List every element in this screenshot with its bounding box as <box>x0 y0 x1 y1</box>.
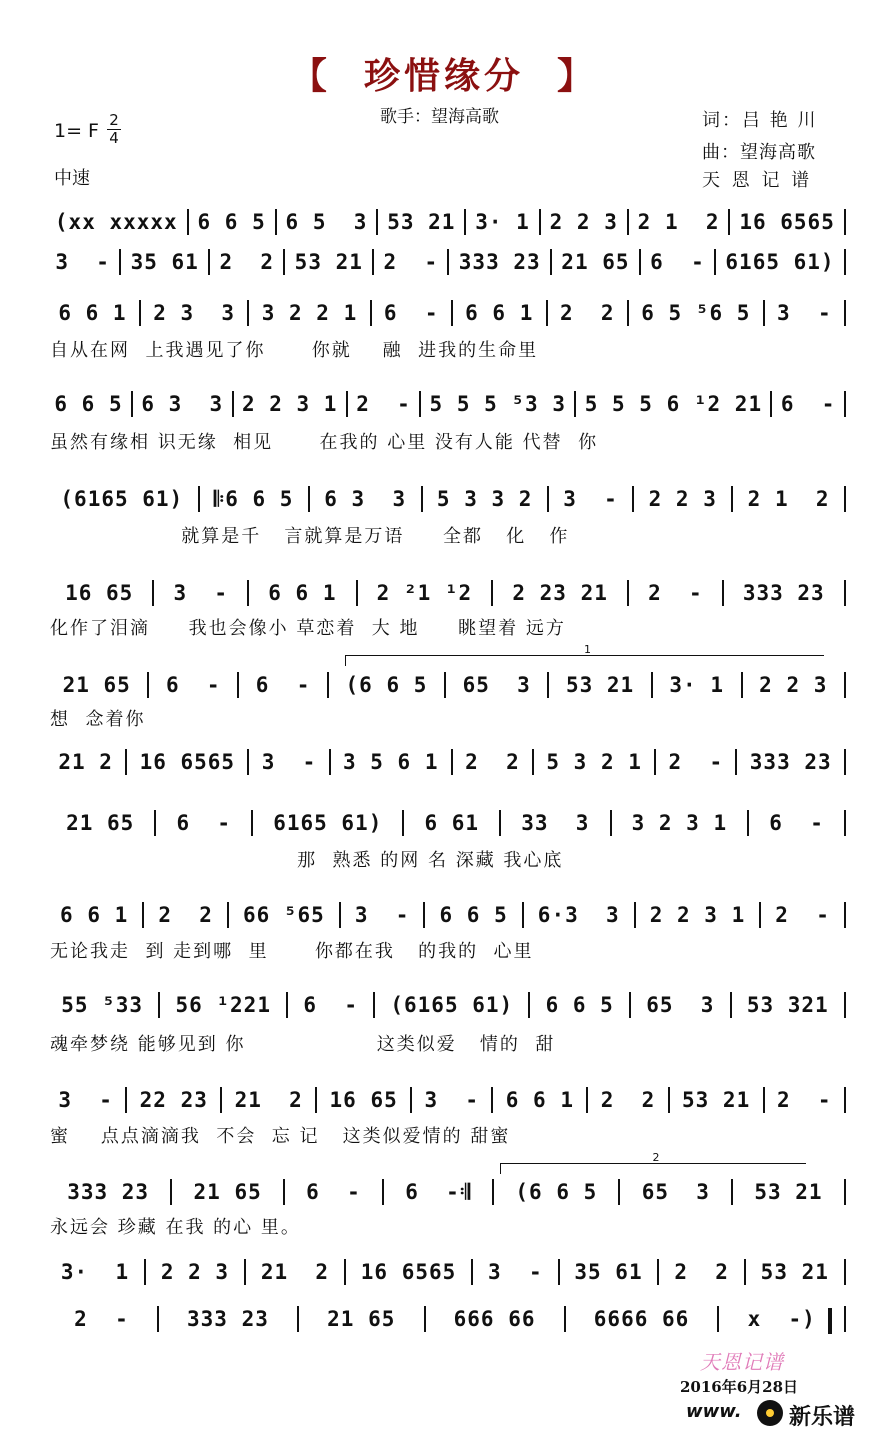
measure: 6 - <box>176 811 232 835</box>
measure: 3 - <box>354 903 410 927</box>
bar-line <box>131 391 133 417</box>
bar-line <box>844 902 846 928</box>
bar-line <box>844 1306 846 1332</box>
bar-line <box>728 209 730 235</box>
lyric-line: 就算是千 言就算是万语 全都 化 作 <box>50 526 570 547</box>
measure: 2 2 3 1 <box>241 392 338 416</box>
song-title: 【 珍惜缘分 】 <box>290 56 598 97</box>
bar-line <box>373 992 375 1018</box>
bar-line <box>844 300 846 326</box>
measure: 65 3 <box>462 673 531 697</box>
lyric-line: 虽然有缘相 识无缘 相见 在我的 心里 没有人能 代替 你 <box>50 432 599 453</box>
measure: 𝄆6 6 5 <box>214 486 294 511</box>
measure: 2 1 2 <box>637 210 720 234</box>
measure: 6 6 5 <box>197 210 266 234</box>
measure: (6165 61) <box>60 487 184 511</box>
bar-line <box>244 1259 246 1285</box>
bar-line <box>844 992 846 1018</box>
bar-line <box>763 300 765 326</box>
measure: 6 6 1 <box>58 301 127 325</box>
measure: 6 5 ⁵6 5 <box>641 301 751 325</box>
bar-line <box>522 902 524 928</box>
measure: 333 23 <box>67 1180 150 1204</box>
bar-line <box>232 391 234 417</box>
bar-line <box>139 300 141 326</box>
measure: 333 23 <box>458 250 541 274</box>
measure: 35 61 <box>574 1260 643 1284</box>
measure: 21 65 <box>561 250 630 274</box>
measure: 6 -𝄇 <box>405 1179 471 1204</box>
measure: 3 2 3 1 <box>631 811 728 835</box>
bar-line <box>419 391 421 417</box>
notation-line <box>46 1083 846 1117</box>
notation-line <box>46 1302 846 1336</box>
bar-line <box>421 486 423 512</box>
volta-bracket <box>500 1163 806 1174</box>
measure: 3· 1 <box>669 673 724 697</box>
bar-line <box>370 300 372 326</box>
lyric-line: 无论我走 到 走到哪 里 你都在我 的我的 心里 <box>50 941 534 962</box>
measure: 16 6565 <box>739 210 835 234</box>
bar-line <box>356 580 358 606</box>
bar-line <box>247 580 249 606</box>
measure: 22 23 <box>139 1088 208 1112</box>
measure: 16 6565 <box>360 1260 457 1284</box>
composer-credit: 曲：望海高歌 <box>702 142 816 163</box>
bar-line <box>735 749 737 775</box>
bar-line <box>574 391 576 417</box>
measure: 2 - <box>775 903 830 927</box>
bar-line <box>297 1306 299 1332</box>
bar-line <box>125 1087 127 1113</box>
bar-line <box>283 249 285 275</box>
singer-credit: 歌手：望海高歌 <box>380 107 499 127</box>
bar-line <box>464 209 466 235</box>
measure: 6 6 5 <box>54 392 123 416</box>
measure: 53 21 <box>682 1088 751 1112</box>
measure: 21 2 <box>234 1088 303 1112</box>
bar-line <box>447 249 449 275</box>
bar-line <box>627 300 629 326</box>
notation-line <box>46 387 846 421</box>
measure: 16 65 <box>65 581 134 605</box>
bar-line <box>372 249 374 275</box>
measure: 3 2 2 1 <box>261 301 358 325</box>
measure: 21 2 <box>260 1260 330 1284</box>
measure: 3 - <box>424 1088 480 1112</box>
measure: 3 - <box>563 487 618 511</box>
bar-line <box>844 1259 846 1285</box>
measure: 5 3 3 2 <box>436 487 533 511</box>
measure: 3· 1 <box>475 210 530 234</box>
bar-line <box>629 992 631 1018</box>
measure: 53 321 <box>746 993 829 1017</box>
measure: 21 65 <box>193 1180 262 1204</box>
measure: 2 - <box>668 750 724 774</box>
bar-line <box>717 1306 719 1332</box>
measure: 2 2 <box>465 750 520 774</box>
lyric-line: 永远会 珍藏 在我 的心 里。 <box>50 1217 301 1238</box>
volta-number: 1 <box>584 643 591 656</box>
bar-line <box>741 672 743 698</box>
bar-line <box>147 672 149 698</box>
measure: x -) <box>747 1307 816 1331</box>
measure: 66 ⁵65 <box>242 903 325 927</box>
measure: 6 6 5 <box>439 903 508 927</box>
bar-line <box>344 1259 346 1285</box>
bar-line <box>237 672 239 698</box>
bar-line <box>564 1306 566 1332</box>
measure: 21 65 <box>66 811 135 835</box>
measure: 2 - <box>74 1307 129 1331</box>
measure: 56 ¹221 <box>175 993 271 1017</box>
measure: 2 - <box>356 392 411 416</box>
measure: 21 2 <box>58 750 113 774</box>
measure: 6 - <box>780 392 836 416</box>
measure: 53 21 <box>294 250 363 274</box>
bar-line <box>187 209 189 235</box>
brand-name: 新乐谱 <box>789 1405 856 1430</box>
measure: 3 5 6 1 <box>342 750 439 774</box>
lyric-line: 蜜 点点滴滴我 不会 忘 记 这类似爱情的 甜蜜 <box>50 1126 511 1147</box>
bar-line <box>329 749 331 775</box>
bar-line <box>759 902 761 928</box>
measure: 65 3 <box>646 993 715 1017</box>
notation-line <box>46 668 846 702</box>
notation-line <box>46 988 846 1022</box>
measure: 3 - <box>173 581 229 605</box>
bar-line <box>844 1087 846 1113</box>
measure: (6 6 5 <box>345 673 428 697</box>
bar-line <box>492 1179 494 1205</box>
measure: 6666 66 <box>593 1307 690 1331</box>
bar-line <box>144 1259 146 1285</box>
measure: 2 ²1 ¹2 <box>376 581 473 605</box>
measure: 6 6 1 <box>60 903 129 927</box>
measure: 65 3 <box>641 1180 710 1204</box>
measure: 53 21 <box>387 210 456 234</box>
bar-line <box>550 249 552 275</box>
lyric-line: 魂牵梦绕 能够见到 你 这类似爱 情的 甜 <box>50 1034 556 1055</box>
bar-line <box>346 391 348 417</box>
measure: 2 23 21 <box>512 581 608 605</box>
bar-line <box>286 992 288 1018</box>
bar-line <box>247 300 249 326</box>
bar-line <box>844 672 846 698</box>
notation-line <box>46 205 846 239</box>
measure: 55 ⁵33 <box>61 993 144 1017</box>
bar-line <box>731 486 733 512</box>
bar-line <box>376 209 378 235</box>
measure: 6 6 5 <box>545 993 614 1017</box>
measure: 666 66 <box>453 1307 536 1331</box>
measure: 5 5 5 ⁵3 3 <box>429 392 566 416</box>
measure: 2 2 3 <box>759 673 828 697</box>
measure: 3 - <box>777 301 832 325</box>
bar-line <box>424 1306 426 1332</box>
measure: 6 61 <box>424 811 480 835</box>
volta-bracket <box>345 655 824 666</box>
notation-line <box>46 296 846 330</box>
bar-line <box>844 810 846 836</box>
measure: (6 6 5 <box>515 1180 598 1204</box>
lyric-line: 想 念着你 <box>50 709 146 730</box>
bar-line <box>308 486 310 512</box>
bar-line <box>546 300 548 326</box>
lyricist-credit: 词：吕 艳 川 <box>702 110 818 131</box>
bar-line <box>152 580 154 606</box>
bar-line <box>491 1087 493 1113</box>
bar-line <box>547 672 549 698</box>
bar-line <box>844 749 846 775</box>
volta-number: 2 <box>652 1151 660 1164</box>
measure: 5 3 2 1 <box>546 750 642 774</box>
lyric-line: 自从在网 上我遇见了你 你就 融 进我的生命里 <box>50 340 539 361</box>
bar-line <box>558 1259 560 1285</box>
measure: 2 - <box>776 1088 832 1112</box>
record-logo-icon <box>757 1400 783 1426</box>
measure: 53 21 <box>760 1260 829 1284</box>
measure: 2 3 3 <box>153 301 236 325</box>
notation-line <box>46 806 846 840</box>
bar-line <box>747 810 749 836</box>
measure: 3 - <box>261 750 317 774</box>
bar-line <box>339 902 341 928</box>
bar-line <box>283 1179 285 1205</box>
measure: 6 - <box>383 301 439 325</box>
bar-line <box>844 486 846 512</box>
bar-line <box>730 992 732 1018</box>
measure: 2 2 <box>158 903 213 927</box>
bar-line <box>632 486 634 512</box>
measure: 6 - <box>166 673 221 697</box>
bar-line <box>125 749 127 775</box>
notation-line <box>46 1175 846 1209</box>
lyric-line: 那 熟悉 的网 名 深藏 我心底 <box>50 850 564 871</box>
bar-line <box>844 209 846 235</box>
measure: 6165 61) <box>273 811 383 835</box>
bar-line <box>634 902 636 928</box>
bar-line <box>275 209 277 235</box>
measure: 53 21 <box>754 1180 823 1204</box>
bar-line <box>627 209 629 235</box>
notation-line <box>46 1255 846 1289</box>
bar-line <box>844 580 846 606</box>
measure: 5 5 5 6 ¹2 21 <box>584 392 763 416</box>
bar-line <box>528 992 530 1018</box>
bar-line <box>471 1259 473 1285</box>
bar-line <box>770 391 772 417</box>
measure: 2 1 2 <box>747 487 830 511</box>
bar-line <box>198 486 200 512</box>
measure: 333 23 <box>742 581 825 605</box>
measure: 6 5 3 <box>285 210 368 234</box>
measure: 3 - <box>58 1088 113 1112</box>
bar-line <box>639 249 641 275</box>
bar-line <box>491 580 493 606</box>
measure: 6 3 3 <box>324 487 407 511</box>
bar-line <box>315 1087 317 1113</box>
bar-line <box>444 672 446 698</box>
measure: 3 - <box>488 1260 543 1284</box>
notation-line <box>46 745 846 779</box>
measure: 6 3 3 <box>141 392 224 416</box>
measure: 6 - <box>769 811 824 835</box>
bar-line <box>586 1087 588 1113</box>
bar-line <box>731 1179 733 1205</box>
bar-line <box>154 810 156 836</box>
measure: 6 6 1 <box>268 581 337 605</box>
measure: 6 6 1 <box>465 301 534 325</box>
measure: 2 2 3 <box>648 487 717 511</box>
bar-line <box>402 810 404 836</box>
measure: 6 6 1 <box>505 1088 574 1112</box>
measure: 2 2 3 <box>549 210 618 234</box>
measure: 2 2 <box>674 1260 729 1284</box>
bar-line <box>208 249 210 275</box>
time-signature-top: 2 <box>109 111 119 129</box>
bar-line <box>251 810 253 836</box>
bar-line <box>220 1087 222 1113</box>
notation-line <box>46 245 846 279</box>
time-signature <box>107 112 121 147</box>
bar-line <box>618 1179 620 1205</box>
measure: 33 3 <box>521 811 590 835</box>
bar-line <box>657 1259 659 1285</box>
bar-line <box>382 1179 384 1205</box>
measure: 16 65 <box>329 1088 398 1112</box>
bar-line <box>499 810 501 836</box>
transcriber-stamp: 天恩记谱 <box>700 1350 784 1374</box>
transcriber-credit: 天 恩 记 谱 <box>702 170 813 191</box>
bar-line <box>423 902 425 928</box>
transcription-date: 2016年6月28日 <box>680 1378 799 1396</box>
bar-line <box>610 810 612 836</box>
measure: 35 61 <box>130 250 199 274</box>
measure: 2 2 <box>600 1088 656 1112</box>
bar-line <box>158 992 160 1018</box>
measure: 6 - <box>303 993 358 1017</box>
bar-line <box>539 209 541 235</box>
measure: 3· 1 <box>60 1260 130 1284</box>
key-signature: 1= F <box>54 120 99 142</box>
bar-line <box>844 249 846 275</box>
bar-line <box>327 672 329 698</box>
notation-line <box>46 898 846 932</box>
bar-line <box>844 1179 846 1205</box>
bar-line <box>547 486 549 512</box>
measure: (xx xxxxx <box>54 210 178 234</box>
notation-line <box>46 482 846 516</box>
site-url[interactable]: www. <box>686 1401 742 1422</box>
time-signature-bottom: 4 <box>107 129 121 147</box>
tempo-marking: 中速 <box>54 168 90 189</box>
bar-line <box>627 580 629 606</box>
measure: 333 23 <box>187 1307 269 1331</box>
bar-line <box>157 1306 159 1332</box>
bar-line <box>119 249 121 275</box>
bar-line <box>763 1087 765 1113</box>
final-bar-line <box>828 1308 832 1334</box>
bar-line <box>654 749 656 775</box>
bar-line <box>651 672 653 698</box>
measure: 6 - <box>650 250 705 274</box>
measure: 21 65 <box>327 1307 396 1331</box>
bar-line <box>744 1259 746 1285</box>
bar-line <box>227 902 229 928</box>
measure: 3 - <box>55 250 110 274</box>
measure: (6165 61) <box>390 993 514 1017</box>
measure: 2 2 3 <box>160 1260 230 1284</box>
measure: 6 - <box>306 1180 361 1204</box>
measure: 16 6565 <box>139 750 236 774</box>
bar-line <box>532 749 534 775</box>
measure: 21 65 <box>62 673 131 697</box>
measure: 6165 61) <box>725 250 835 274</box>
bar-line <box>410 1087 412 1113</box>
measure: 2 2 <box>219 250 275 274</box>
measure: 6·3 3 <box>537 903 620 927</box>
lyric-line: 化作了泪滴 我也会像小 草恋着 大 地 眺望着 远方 <box>50 618 566 639</box>
bar-line <box>451 300 453 326</box>
measure: 2 2 <box>560 301 615 325</box>
bar-line <box>714 249 716 275</box>
bar-line <box>668 1087 670 1113</box>
bar-line <box>722 580 724 606</box>
measure: 2 - <box>648 581 703 605</box>
notation-line <box>46 576 846 610</box>
measure: 2 2 3 1 <box>649 903 746 927</box>
measure: 53 21 <box>565 673 635 697</box>
measure: 2 - <box>383 250 439 274</box>
bar-line <box>170 1179 172 1205</box>
bar-line <box>142 902 144 928</box>
bar-line <box>451 749 453 775</box>
bar-line <box>844 391 846 417</box>
bar-line <box>247 749 249 775</box>
measure: 333 23 <box>749 750 832 774</box>
measure: 6 - <box>255 673 311 697</box>
